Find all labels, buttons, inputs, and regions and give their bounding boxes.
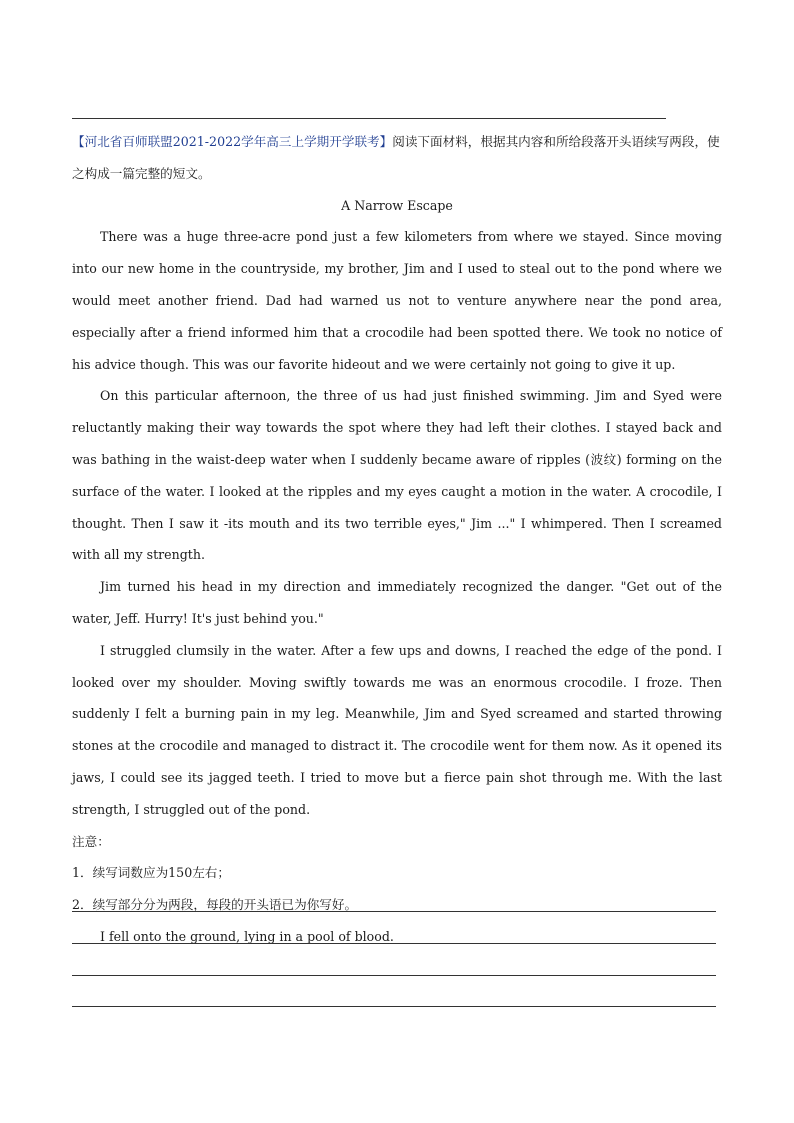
source-tag: 【河北省百师联盟2021-2022学年高三上学期开学联考】	[72, 134, 393, 149]
story-paragraph-1: There was a huge three-acre pond just a few kilometers from where we stayed. Since moving into our new home in the countryside, my brother, Jim and I used to steal out to the pond where we would meet another friend. Dad had warned us not to venture anywhere near the pond area, especially after a friend informed him that a crocodile had been spotted there. We took no notice of his advice though. This was our favorite hideout and we were certainly not going to give it up.	[72, 229, 722, 372]
story-paragraph-2: On this particular afternoon, the three of us had just finished swimming. Jim and Syed were reluctantly making their way towards the spot where they had left their clothes. I stayed back and was bathing in the waist-deep water when I suddenly became aware of ripples (波纹) forming on the surface of the water. I looked at the ripples and my eyes caught a motion in the water. A crocodile, I thought. Then I saw it -its mouth and its two terrible eyes," Jim ..." I whimpered. Then I screamed with all my strength.	[72, 388, 722, 563]
story-title: A Narrow Escape	[341, 197, 453, 213]
instruction-paragraph	[72, 126, 722, 190]
answer-line[interactable]	[72, 943, 716, 975]
answer-line[interactable]	[72, 1006, 716, 1038]
notes-heading: 注意：	[72, 833, 110, 849]
answer-line[interactable]	[72, 975, 716, 1007]
answer-line[interactable]	[72, 911, 716, 943]
document-body	[72, 126, 722, 953]
instruction-text: 阅读下面材料，根据其内容和所给段落开头语续写两段，使之构成一篇完整的短文。	[72, 134, 720, 181]
note-item-1: 1．续写词数应为150左右；	[72, 865, 230, 881]
opening-sentence: I fell onto the ground, lying in a pool of blood.	[100, 928, 394, 944]
note-item-2: 2．续写部分分为两段，每段的开头语已为你写好。	[72, 897, 358, 913]
header-rule	[72, 118, 666, 119]
story-paragraph-3: Jim turned his head in my direction and immediately recognized the danger. "Get out of the water, Jeff. Hurry! It's just behind you."	[72, 579, 722, 626]
answer-area[interactable]	[72, 911, 716, 1038]
story-paragraph-4: I struggled clumsily in the water. After a few ups and downs, I reached the edge of the pond. I looked over my shoulder. Moving swiftly towards me was an enormous crocodile. I froze. Then suddenly I felt a burning pain in my leg. Meanwhile, Jim and Syed screamed and started throwing stones at the crocodile and managed to distract it. The crocodile went for them now. As it opened its jaws, I could see its jagged teeth. I tried to move but a fierce pain shot through me. With the last strength, I struggled out of the pond.	[72, 642, 722, 817]
